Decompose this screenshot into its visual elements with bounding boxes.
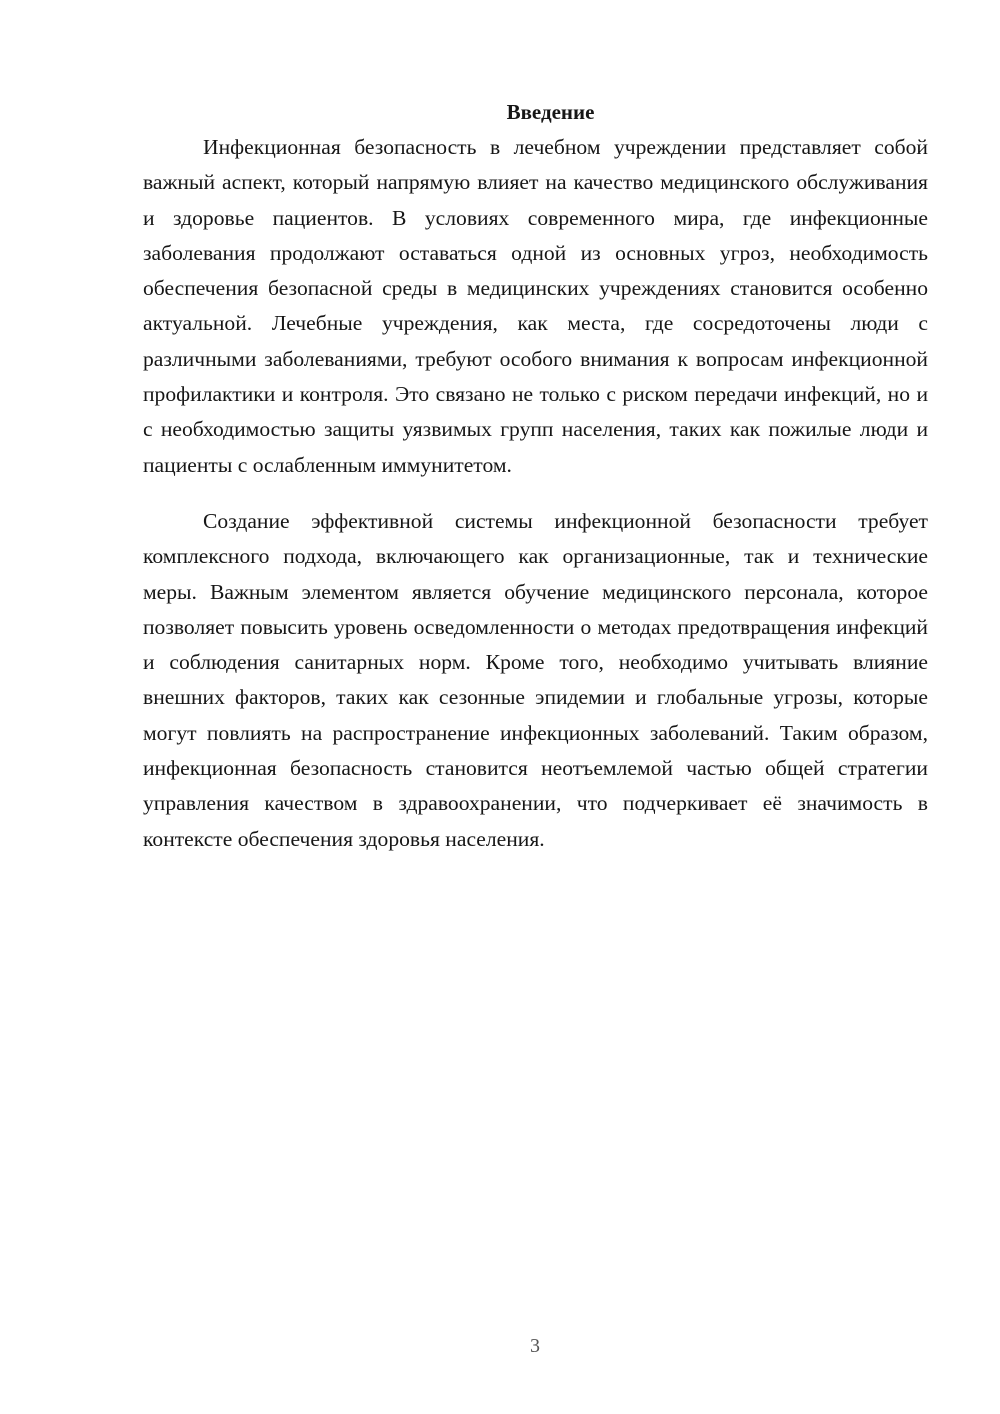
page-content: [143, 94, 928, 857]
paragraph-1: Инфекционная безопасность в лечебном учреждении представляет собой важный аспект, который напрямую влияет на качество медицинского обслуживания и здоровье пациентов. В условиях современного мира, где инфекционные заболевания продолжают оставаться одной из основных угроз, необходимость обеспечения безопасной среды в медицинских учреждениях становится особенно актуальной. Лечебные учреждения, как места, где сосредоточены люди с различными заболеваниями, требуют особого внимания к вопросам инфекционной профилактики и контроля. Это связано не только с риском передачи инфекций, но и с необходимостью защиты уязвимых групп населения, таких как пожилые люди и пациенты с ослабленным иммунитетом.: [143, 135, 928, 477]
paragraph-2: Создание эффективной системы инфекционной безопасности требует комплексного подхода, включающего как организационные, так и технические меры. Важным элементом является обучение медицинского персонала, которое позволяет повысить уровень осведомленности о методах предотвращения инфекций и соблюдения санитарных норм. Кроме того, необходимо учитывать влияние внешних факторов, таких как сезонные эпидемии и глобальные угрозы, которые могут повлиять на распространение инфекционных заболеваний. Таким образом, инфекционная безопасность становится неотъемлемой частью общей стратегии управления качеством в здравоохранении, что подчеркивает её значимость в контексте обеспечения здоровья населения.: [143, 508, 928, 851]
section-heading: Введение: [506, 100, 595, 124]
page-number: 3: [530, 1335, 540, 1357]
